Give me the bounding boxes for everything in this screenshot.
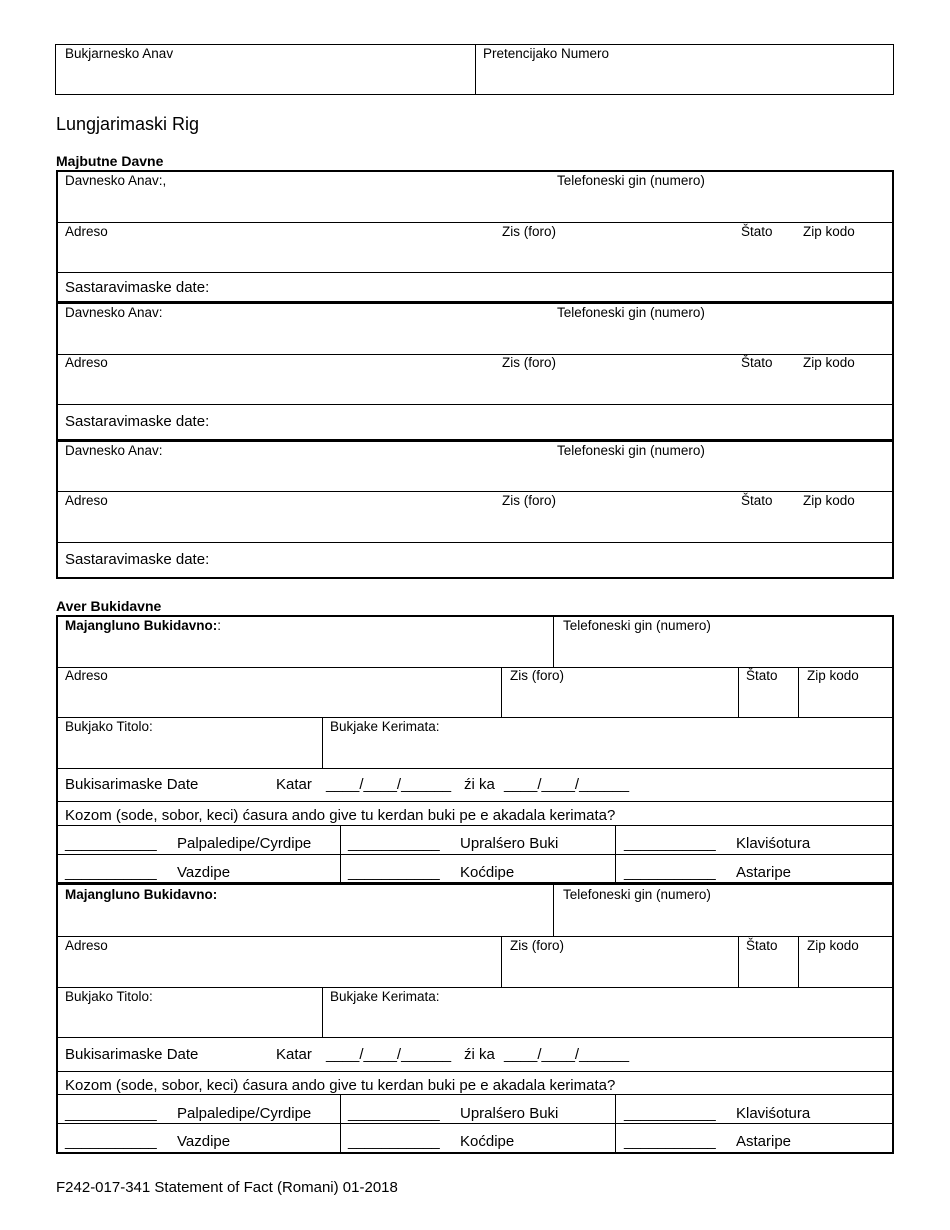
employer-name-field[interactable]: [58, 190, 548, 220]
address-field[interactable]: [58, 510, 888, 540]
option-blank[interactable]: ___________: [65, 835, 157, 852]
address-label: Adreso: [65, 355, 108, 370]
zip-label: Zip kodo: [807, 668, 859, 683]
option-label: Astaripe: [736, 1133, 792, 1150]
employer-name-label: Davnesko Anav:: [65, 443, 163, 458]
job-title-label: Bukjako Titolo:: [65, 719, 153, 734]
row-divider: [57, 768, 893, 769]
from-date-blank[interactable]: ____/____/______: [326, 776, 452, 793]
row-divider: [57, 1123, 893, 1124]
state-label: Štato: [741, 355, 773, 370]
employer-name-field[interactable]: [58, 322, 548, 352]
col-divider: [738, 936, 739, 987]
option-label: Vazdipe: [177, 864, 231, 881]
city-label: Zis (foro): [502, 355, 556, 370]
row-divider: [57, 801, 893, 802]
col-divider: [322, 987, 323, 1037]
option-label: Klaviśotura: [736, 1105, 811, 1122]
zip-label: Zip kodo: [803, 224, 855, 239]
to-label: źi ka: [464, 776, 495, 793]
row-divider: [57, 854, 893, 855]
option-blank[interactable]: ___________: [65, 864, 157, 881]
row-divider: [57, 272, 893, 273]
zip-label: Zip kodo: [803, 355, 855, 370]
city-label: Zis (foro): [502, 224, 556, 239]
employer-label-text: Majangluno Bukidavno:: [65, 618, 218, 633]
claimant-name-label: Bukjarnesko Anav: [65, 46, 174, 61]
state-label: Štato: [746, 668, 778, 683]
employer-label-text: Majangluno Bukidavno:: [65, 887, 218, 902]
address-field[interactable]: [58, 240, 888, 270]
hours-question: Kozom (sode, sobor, keci) ćasura ando give tu kerdan buki pe e akadala kerimata?: [65, 807, 616, 824]
col-divider: [340, 1094, 341, 1152]
option-blank[interactable]: ___________: [624, 835, 716, 852]
row-divider: [57, 717, 893, 718]
col-divider: [798, 936, 799, 987]
form-footer: F242-017-341 Statement of Fact (Romani) 01-2018: [56, 1179, 398, 1196]
option-label: Koćdipe: [460, 1133, 515, 1150]
employment-dates-label: Sastaravimaske date:: [65, 279, 210, 296]
employer-label-suffix: :: [217, 618, 222, 633]
row-divider: [57, 222, 893, 223]
to-date-blank[interactable]: ____/____/______: [504, 1046, 630, 1063]
option-blank[interactable]: ___________: [624, 1133, 716, 1150]
option-label: Klaviśotura: [736, 835, 811, 852]
option-label: Astaripe: [736, 864, 792, 881]
hours-question: Kozom (sode, sobor, keci) ćasura ando give tu kerdan buki pe e akadala kerimata?: [65, 1077, 616, 1094]
address-label: Adreso: [65, 224, 108, 239]
col-divider: [553, 616, 554, 667]
zip-label: Zip kodo: [803, 493, 855, 508]
option-label: Vazdipe: [177, 1133, 231, 1150]
employment-dates-field[interactable]: [220, 274, 890, 299]
job-title-label: Bukjako Titolo:: [65, 989, 153, 1004]
row-divider: [57, 825, 893, 826]
col-divider: [738, 667, 739, 717]
from-date-blank[interactable]: ____/____/______: [326, 1046, 452, 1063]
other-employers-title: Aver Bukidavne: [56, 598, 162, 614]
job-duties-label: Bukjake Kerimata:: [330, 719, 440, 734]
row-divider: [57, 1037, 893, 1038]
job-duties-label: Bukjake Kerimata:: [330, 989, 440, 1004]
claim-number-label: Pretencijako Numero: [483, 46, 610, 61]
employment-dates-field[interactable]: [220, 408, 890, 436]
option-blank[interactable]: ___________: [624, 1105, 716, 1122]
phone-label: Telefoneski gin (numero): [557, 305, 705, 320]
work-dates-label: Bukisarimaske Date: [65, 776, 199, 793]
option-label: Palpaledipe/Cyrdipe: [177, 1105, 312, 1122]
from-label: Katar: [276, 776, 312, 793]
employment-dates-field[interactable]: [220, 546, 890, 574]
to-label: źi ka: [464, 1046, 495, 1063]
phone-field[interactable]: [557, 322, 891, 352]
option-blank[interactable]: ___________: [348, 864, 440, 881]
row-divider: [57, 542, 893, 543]
employer-name-label: Davnesko Anav:,: [65, 173, 167, 188]
employer-label: [65, 618, 221, 634]
page-heading: Lungjarimaski Rig: [56, 114, 200, 134]
phone-label: Telefoneski gin (numero): [563, 887, 711, 902]
col-divider: [798, 667, 799, 717]
zip-label: Zip kodo: [807, 938, 859, 953]
state-label: Štato: [741, 224, 773, 239]
option-blank[interactable]: ___________: [65, 1133, 157, 1150]
employment-dates-label: Sastaravimaske date:: [65, 551, 210, 568]
city-label: Zis (foro): [510, 668, 564, 683]
col-divider: [553, 885, 554, 936]
work-dates-label: Bukisarimaske Date: [65, 1046, 199, 1063]
state-label: Štato: [741, 493, 773, 508]
option-blank[interactable]: ___________: [348, 1133, 440, 1150]
phone-label: Telefoneski gin (numero): [557, 173, 705, 188]
col-divider: [501, 936, 502, 987]
row-divider: [57, 491, 893, 492]
phone-field[interactable]: [557, 460, 891, 489]
employer-name-label: Davnesko Anav:: [65, 305, 163, 320]
col-divider: [615, 1094, 616, 1152]
block-divider: [57, 439, 893, 442]
previous-employers-title: Majbutne Davne: [56, 153, 164, 169]
phone-label: Telefoneski gin (numero): [563, 618, 711, 633]
col-divider: [322, 717, 323, 768]
claim-number-field[interactable]: [476, 62, 893, 94]
option-blank[interactable]: ___________: [65, 1105, 157, 1122]
option-blank[interactable]: ___________: [624, 864, 716, 881]
claimant-name-field[interactable]: [56, 62, 474, 94]
phone-label: Telefoneski gin (numero): [557, 443, 705, 458]
address-label: Adreso: [65, 938, 108, 953]
row-divider: [57, 936, 893, 937]
address-field[interactable]: [58, 372, 888, 402]
col-divider: [615, 825, 616, 883]
option-label: Koćdipe: [460, 864, 515, 881]
to-date-blank[interactable]: ____/____/______: [504, 776, 630, 793]
employment-dates-label: Sastaravimaske date:: [65, 413, 210, 430]
city-label: Zis (foro): [502, 493, 556, 508]
row-divider: [57, 1071, 893, 1072]
row-divider: [57, 987, 893, 988]
col-divider: [340, 825, 341, 883]
employer-name-field[interactable]: [58, 460, 548, 489]
option-label: Upralśero Buki: [460, 1105, 559, 1122]
row-divider: [57, 404, 893, 405]
block-divider: [57, 882, 893, 885]
option-blank[interactable]: ___________: [348, 1105, 440, 1122]
col-divider: [501, 667, 502, 717]
option-label: Upralśero Buki: [460, 835, 559, 852]
block-divider: [57, 301, 893, 304]
from-label: Katar: [276, 1046, 312, 1063]
state-label: Štato: [746, 938, 778, 953]
option-blank[interactable]: ___________: [348, 835, 440, 852]
city-label: Zis (foro): [510, 938, 564, 953]
address-label: Adreso: [65, 493, 108, 508]
option-label: Palpaledipe/Cyrdipe: [177, 835, 312, 852]
employer-label: [65, 887, 217, 903]
phone-field[interactable]: [557, 190, 891, 220]
address-label: Adreso: [65, 668, 108, 683]
